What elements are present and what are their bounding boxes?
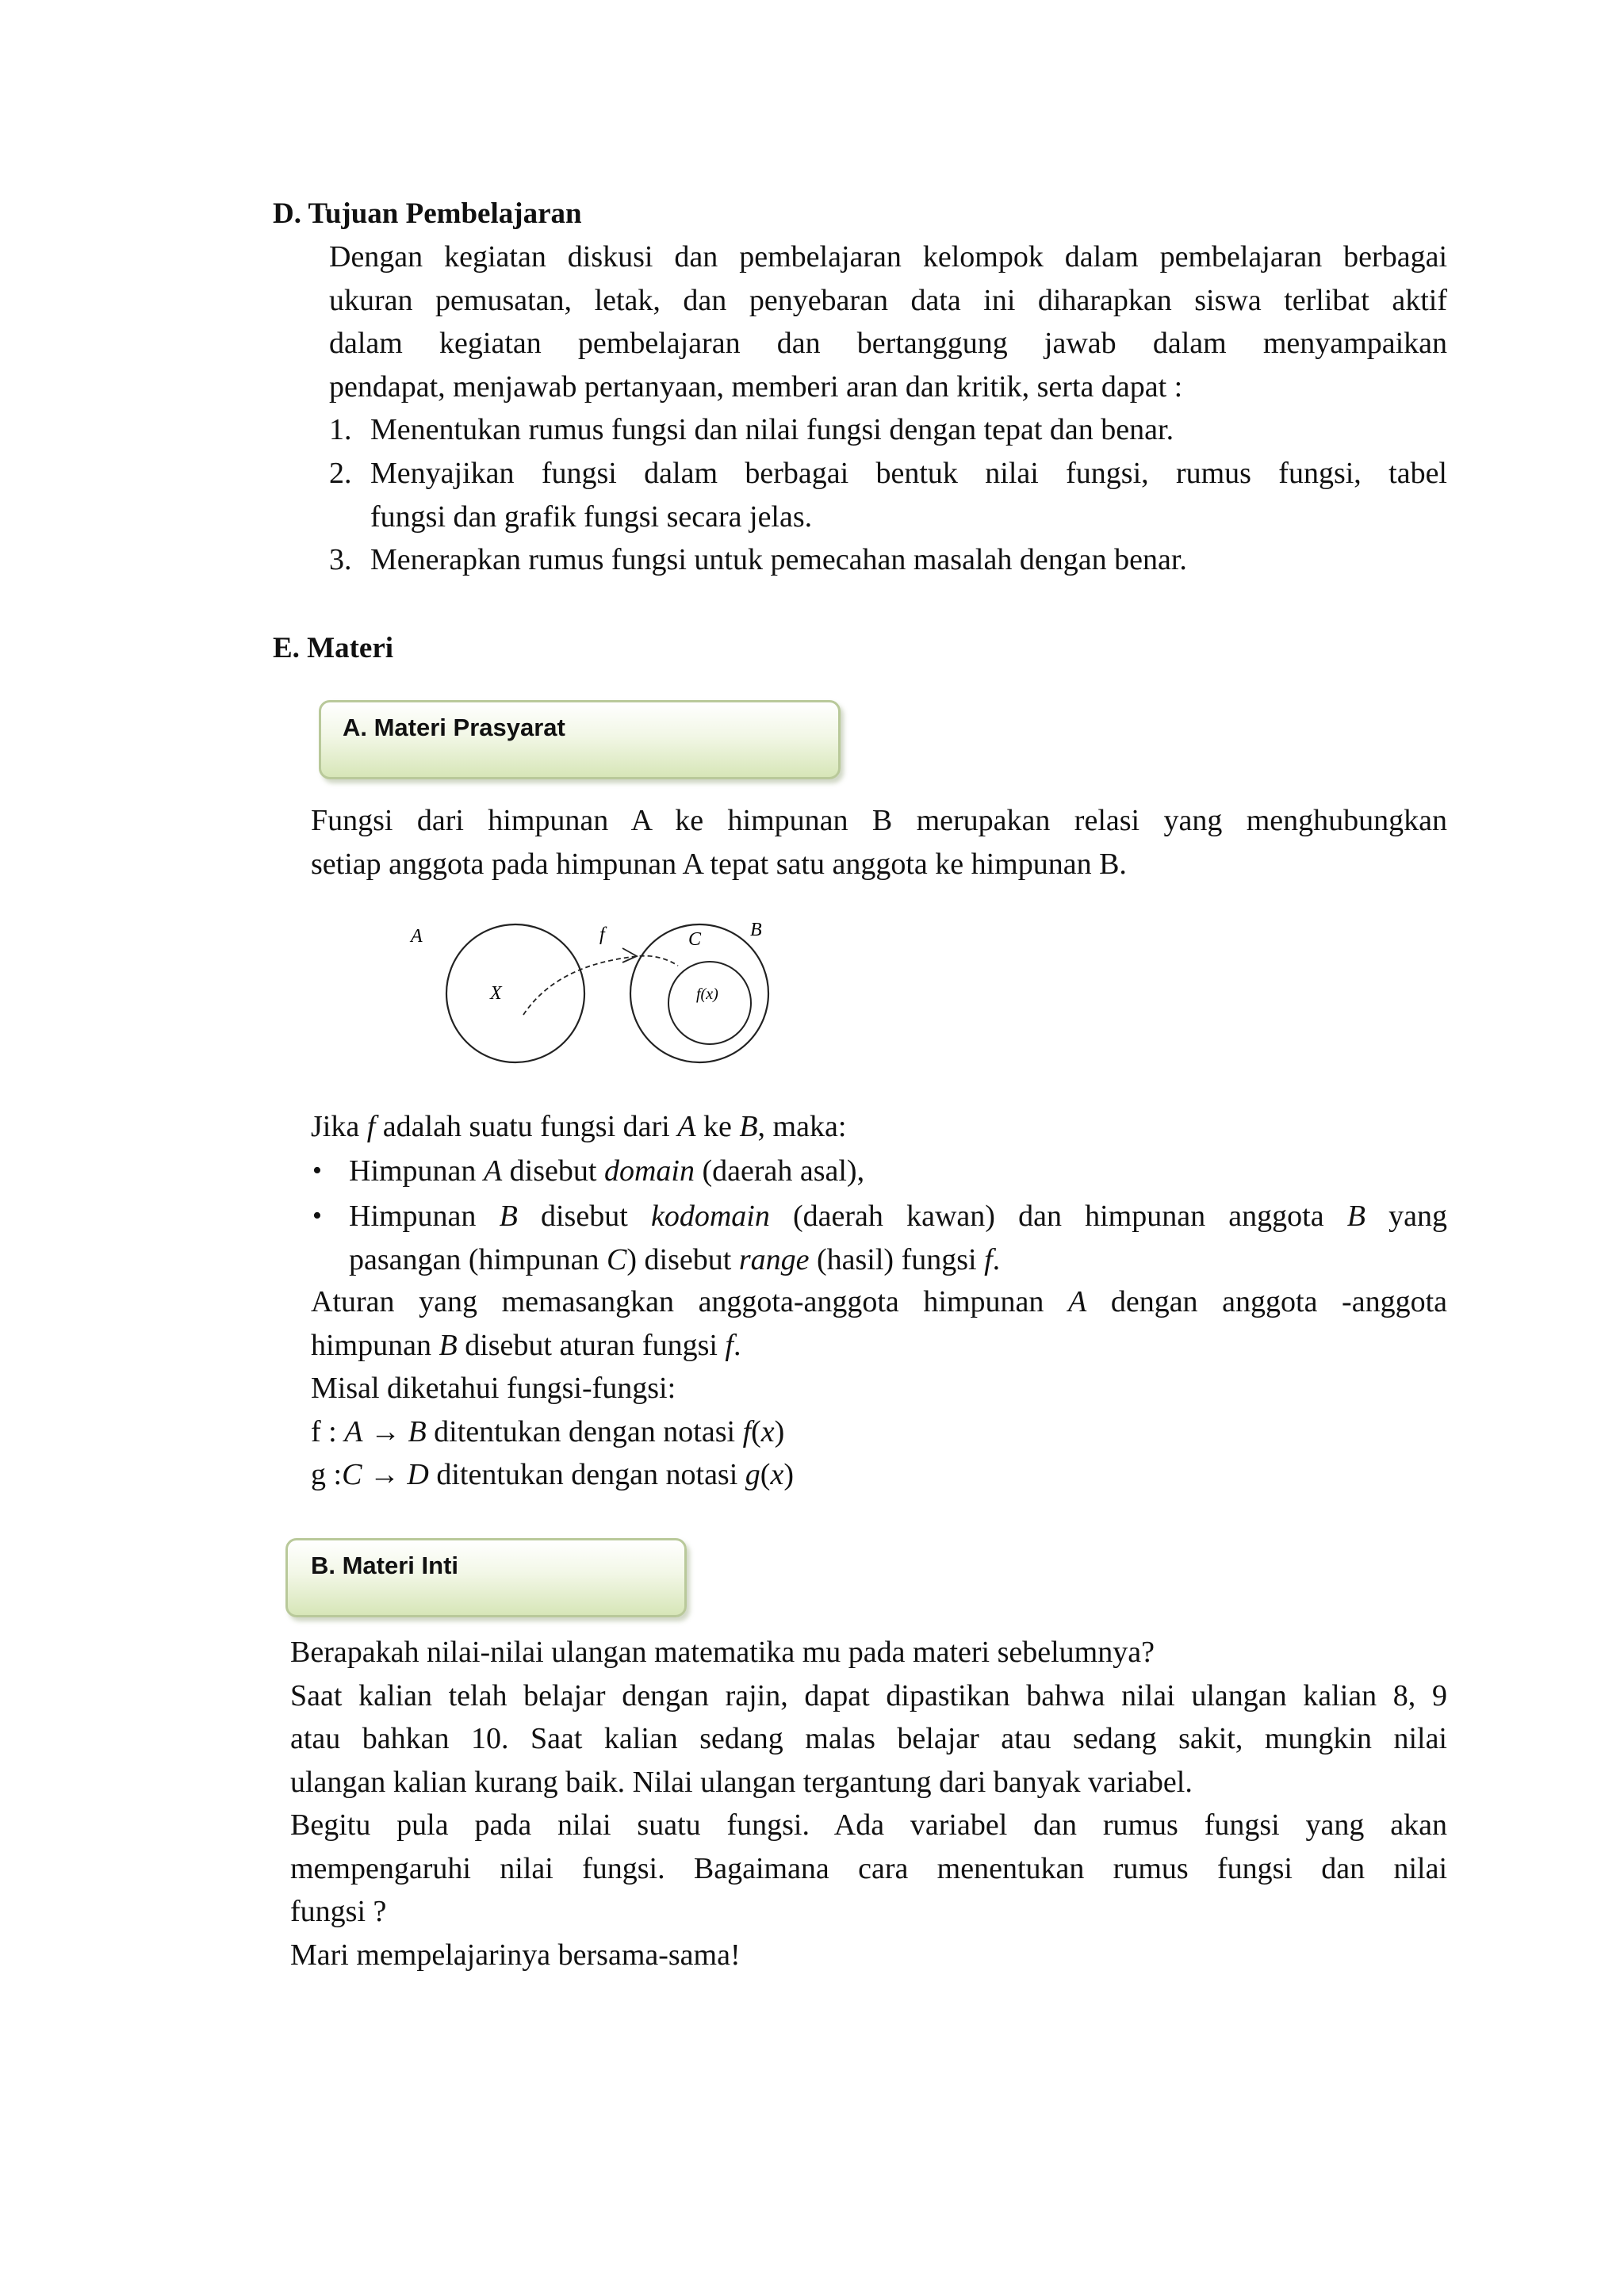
arrowhead-icon <box>622 948 637 962</box>
label-x: X <box>490 983 502 1004</box>
bullet-line: Himpunan B disebut kodomain (daerah kawan) dan himpunan anggota B yang <box>349 1200 1447 1233</box>
jika-line: Jika f adalah suatu fungsi dari A ke B, maka: <box>311 1110 847 1143</box>
objective-text: Menerapkan rumus fungsi untuk pemecahan masalah dengan benar. <box>370 543 1187 576</box>
bullet-icon: • <box>312 1201 322 1230</box>
section-e-heading: E. Materi <box>273 632 394 664</box>
section-d-heading: D. Tujuan Pembelajaran <box>273 197 582 230</box>
objective-text: Menentukan rumus fungsi dan nilai fungsi dengan tepat dan benar. <box>370 413 1174 446</box>
label-b: B <box>750 920 762 940</box>
bullet-item-domain: Himpunan A disebut domain (daerah asal), <box>349 1154 865 1188</box>
label-f: f <box>599 924 605 945</box>
section-d-intro <box>329 235 1447 408</box>
bullet-icon: • <box>312 1156 322 1185</box>
objective-number: 1. <box>329 413 352 446</box>
label-a: A <box>411 926 423 947</box>
objective-number: 2. <box>329 457 352 490</box>
intro-line: ukuran pemusatan, letak, dan penyebaran data ini diharapkan siswa terlibat aktif <box>329 283 1447 317</box>
objective-item-1 <box>329 408 1447 452</box>
materi-prasyarat-label: A. Materi Prasyarat <box>343 714 565 741</box>
intro-line: pendapat, menjawab pertanyaan, memberi aran dan kritik, serta dapat : <box>329 369 1183 404</box>
objective-text: fungsi dan grafik fungsi secara jelas. <box>370 499 813 534</box>
definition-line: Fungsi dari himpunan A ke himpunan B merupakan relasi yang menghubungkan <box>311 804 1447 837</box>
objective-item-3 <box>329 538 1447 582</box>
notation-block <box>311 1367 1447 1497</box>
domain-circle-a <box>446 924 584 1062</box>
bullet-line: pasangan (himpunan C) disebut range (hasil) fungsi f. <box>349 1242 1001 1276</box>
objective-item-2 <box>329 452 1447 539</box>
function-definition <box>311 799 1447 886</box>
bullet-item-kodomain <box>349 1195 1447 1281</box>
objective-text: Menyajikan fungsi dalam berbagai bentuk nilai fungsi, rumus fungsi, tabel <box>370 457 1447 490</box>
label-fx: f(x) <box>696 985 718 1003</box>
misal-line: Misal diketahui fungsi-fungsi: <box>311 1372 676 1405</box>
intro-line: Dengan kegiatan diskusi dan pembelajaran kelompok dalam pembelajaran berbagai <box>329 240 1447 274</box>
function-mapping-diagram <box>396 912 793 1070</box>
aturan-paragraph: Aturan yang memasangkan anggota-anggota himpunan A dengan anggota -anggota himpunan B disebut aturan fungsi f. <box>311 1285 1447 1362</box>
definition-line: setiap anggota pada himpunan A tepat satu anggota ke himpunan B. <box>311 847 1127 881</box>
materi-inti-label: B. Materi Inti <box>311 1552 459 1579</box>
materi-inti-text: Berapakah nilai-nilai ulangan matematika mu pada materi sebelumnya? Saat kalian telah belajar dengan rajin, dapat dipastikan bahwa nilai ulangan kalian 8, 9 atau bahkan 10. Saat kalian sedang malas belajar atau sedang sakit, mungkin nilai ulangan kalian kurang baik. Nilai ulangan tergantung dari banyak variabel. Begitu pula pada nilai suatu fungsi. Ada variabel dan rumus fungsi yang akan mempengaruhi nilai fungsi. Bagaimana cara menentukan rumus fungsi dan nilai fungsi ? Mari mempelajarinya bersama-sama! <box>290 1636 1447 1972</box>
objective-number: 3. <box>329 543 352 576</box>
notation-g: g :C → D ditentukan dengan notasi g(x) <box>311 1458 794 1491</box>
range-circle-c <box>668 962 751 1044</box>
intro-line: dalam kegiatan pembelajaran dan bertanggung jawab dalam menyampaikan <box>329 327 1447 360</box>
label-c: C <box>688 929 702 950</box>
notation-f: f : A → B ditentukan dengan notasi f(x) <box>311 1414 785 1448</box>
mapping-arrow <box>523 956 678 1015</box>
